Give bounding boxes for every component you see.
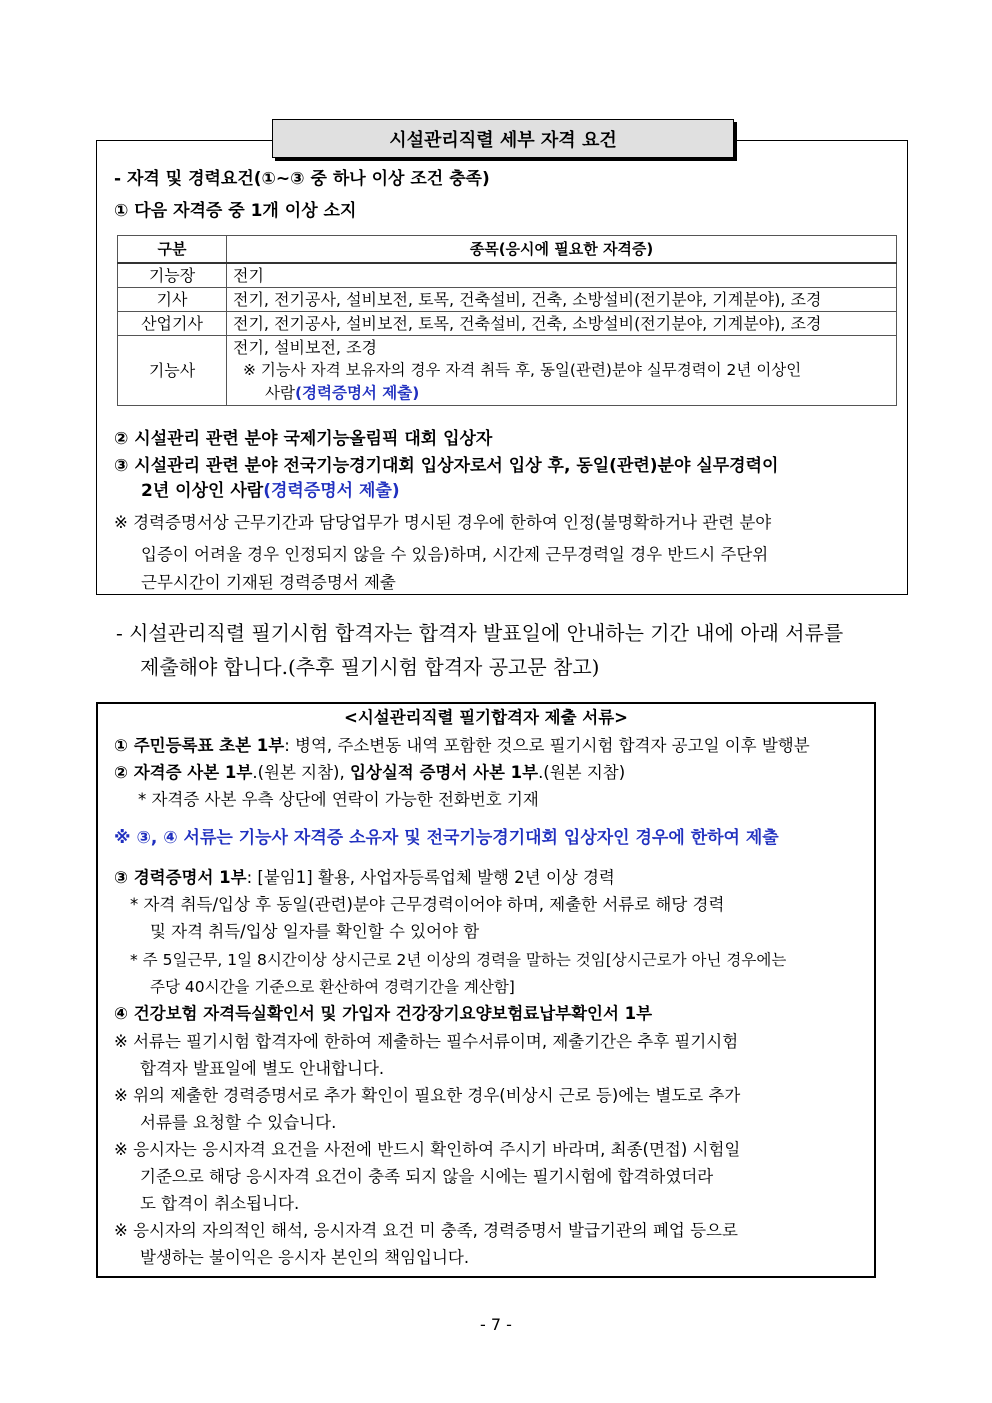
req-line: - 자격 및 경력요건(①~③ 중 하나 이상 조건 충족) xyxy=(114,169,490,189)
qualification-table xyxy=(117,235,897,406)
page-number: - 7 - xyxy=(480,1315,512,1334)
middle-line-1: - 시설관리직렬 필기시험 합격자는 합격자 발표일에 안내하는 기간 내에 아래 서류를 xyxy=(116,621,844,645)
note-1b: 합격자 발표일에 별도 안내합니다. xyxy=(140,1059,385,1078)
row-category: 기능장 xyxy=(118,263,227,288)
note-4a: ※ 응시자의 자의적인 해석, 응시자격 요건 미 충족, 경력증명서 발급기관의 폐업 등으로 xyxy=(114,1221,738,1240)
row-note-tail: 사람(경력증명서 제출) xyxy=(265,384,420,402)
table-header-row xyxy=(118,236,897,264)
note-line-1: ※ 경력증명서상 근무기간과 담당업무가 명시된 경우에 한하여 인정(불명확하거나 관련 분야 xyxy=(114,513,772,532)
item2: ② 시설관리 관련 분야 국제기능올림픽 대회 입상자 xyxy=(114,429,493,449)
note-3c: 도 합격이 취소됩니다. xyxy=(140,1194,300,1213)
header-category: 구분 xyxy=(118,236,227,264)
row-category: 산업기사 xyxy=(118,312,227,336)
table-row xyxy=(118,336,897,406)
note-4b: 발생하는 불이익은 응시자 본인의 책임입니다. xyxy=(140,1248,470,1267)
doc4: ④ 건강보험 자격득실확인서 및 가입자 건강장기요양보험료납부확인서 1부 xyxy=(114,1004,653,1023)
row-items-text: 전기, 설비보전, 조경 xyxy=(233,338,377,357)
doc2: ② 자격증 사본 1부.(원본 지참), 입상실적 증명서 사본 1부.(원본 지참) xyxy=(114,763,626,782)
note-line-2: 입증이 어려울 경우 인정되지 않을 수 있음)하며, 시간제 근무경력일 경우 반드시 주단위 xyxy=(141,545,769,564)
doc1: ① 주민등록표 초본 1부: 병역, 주소변동 내역 포함한 것으로 필기시험 합격자 공고일 이후 발행분 xyxy=(114,736,810,755)
item1: ① 다음 자격증 중 1개 이상 소지 xyxy=(114,201,357,221)
middle-line-2: 제출해야 합니다.(추후 필기시험 합격자 공고문 참고) xyxy=(140,655,600,679)
table-row xyxy=(118,263,897,288)
row-category: 기능사 xyxy=(118,336,227,406)
row-note: ※ 기능사 자격 보유자의 경우 자격 취득 후, 동일(관련)분야 실무경력이 2년 이상인 xyxy=(243,361,802,379)
item3-a: ③ 시설관리 관련 분야 전국기능경기대회 입상자로서 입상 후, 동일(관련)분야 실무경력이 xyxy=(114,456,779,476)
note-3b: 기준으로 해당 응시자격 요건이 충족 되지 않을 시에는 필기시험에 합격하였더라 xyxy=(140,1167,714,1186)
note-3a: ※ 응시자는 응시자격 요건을 사전에 반드시 확인하여 주시기 바라며, 최종(면접) 시험일 xyxy=(114,1140,741,1159)
note-2b: 서류를 요청할 수 있습니다. xyxy=(140,1113,337,1132)
note-line-3: 근무시간이 기재된 경력증명서 제출 xyxy=(141,573,396,592)
blue-note: ※ ③, ④ 서류는 기능사 자격증 소유자 및 전국기능경기대회 입상자인 경우에 한하여 제출 xyxy=(114,828,779,848)
doc3: ③ 경력증명서 1부: [붙임1] 활용, 사업자등록업체 발행 2년 이상 경력 xyxy=(114,868,615,887)
row-items: 전기, 전기공사, 설비보전, 토목, 건축설비, 건축, 소방설비(전기분야, 기계분야), 조경 xyxy=(227,312,897,336)
table-row xyxy=(118,312,897,336)
section1-title: 시설관리직렬 세부 자격 요건 xyxy=(272,119,734,158)
row-items xyxy=(227,336,897,406)
row-items: 전기 xyxy=(227,263,897,288)
item3-b: 2년 이상인 사람(경력증명서 제출) xyxy=(141,481,400,501)
row-items: 전기, 전기공사, 설비보전, 토목, 건축설비, 건축, 소방설비(전기분야, 기계분야), 조경 xyxy=(227,288,897,312)
doc3-note2-a: * 주 5일근무, 1일 8시간이상 상시근로 2년 이상의 경력을 말하는 것임[상시근로가 아닌 경우에는 xyxy=(130,951,787,969)
note-2a: ※ 위의 제출한 경력증명서로 추가 확인이 필요한 경우(비상시 근로 등)에는 별도로 추가 xyxy=(114,1086,741,1105)
row-category: 기사 xyxy=(118,288,227,312)
doc3-note2-b: 주당 40시간을 기준으로 환산하여 경력기간을 계산함] xyxy=(150,978,515,996)
doc3-note1-b: 및 자격 취득/입상 일자를 확인할 수 있어야 함 xyxy=(150,922,480,941)
note-1a: ※ 서류는 필기시험 합격자에 한하여 제출하는 필수서류이며, 제출기간은 추후 필기시험 xyxy=(114,1032,739,1051)
table-row xyxy=(118,288,897,312)
section2-title: <시설관리직렬 필기합격자 제출 서류> xyxy=(344,708,628,727)
doc3-note1-a: * 자격 취득/입상 후 동일(관련)분야 근무경력이어야 하며, 제출한 서류로 해당 경력 xyxy=(130,895,725,914)
doc2-note: * 자격증 사본 우측 상단에 연락이 가능한 전화번호 기재 xyxy=(138,790,539,809)
header-items: 종목(응시에 필요한 자격증) xyxy=(227,236,897,264)
